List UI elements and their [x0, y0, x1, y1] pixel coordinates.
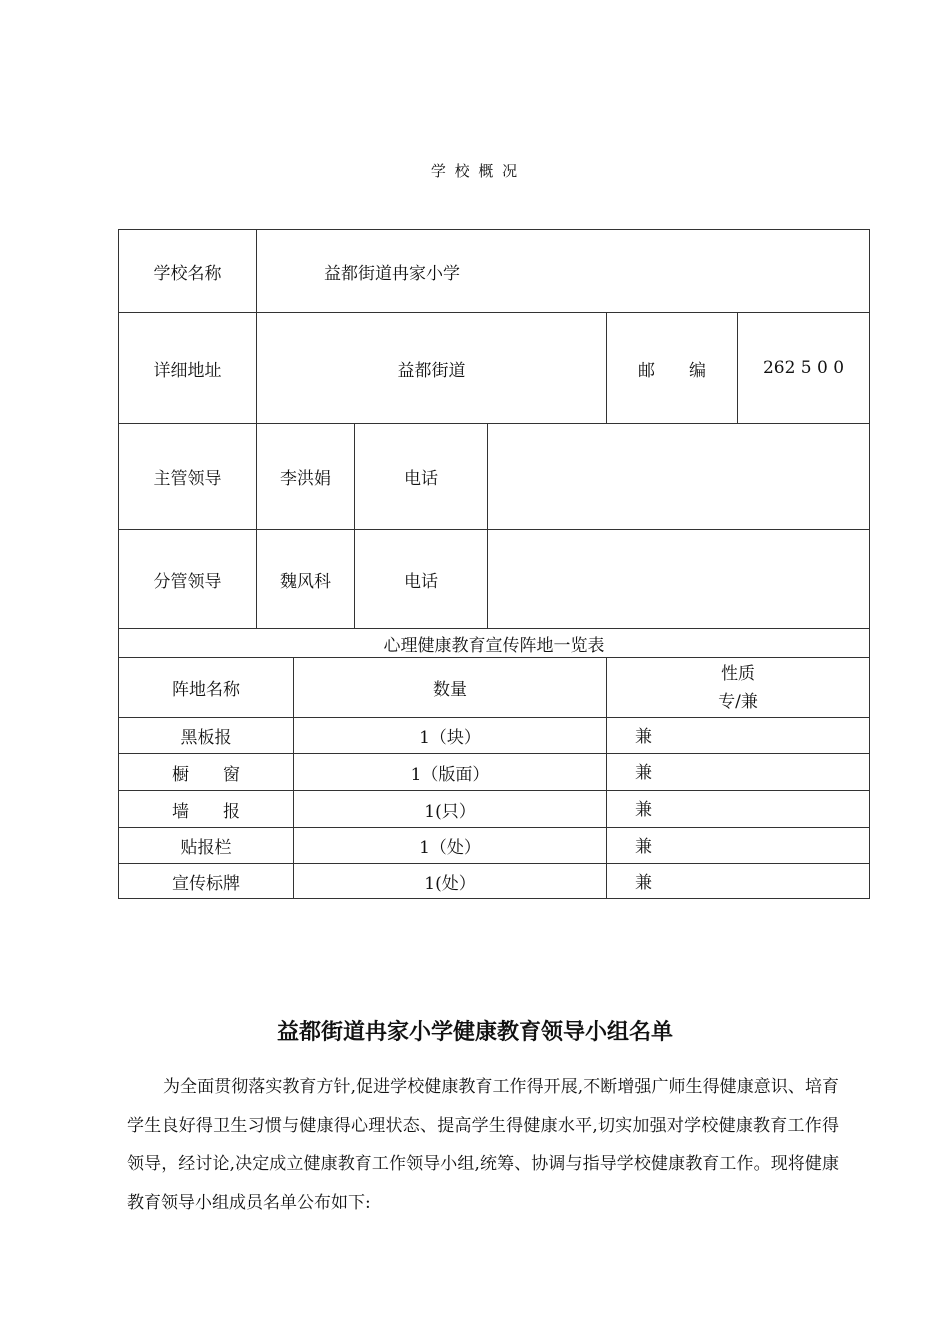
- venue-nature: 兼: [607, 718, 870, 754]
- venue-quantity-header: 数量: [294, 658, 607, 718]
- school-name-value: 益都街道冉家小学: [257, 230, 870, 313]
- venue-nature-header-line1: 性质: [721, 663, 755, 684]
- venue-name: 墙 报: [119, 791, 294, 828]
- table-row: [119, 864, 870, 899]
- deputy-value: 魏风科: [257, 530, 355, 629]
- postcode-label: 邮 编: [607, 313, 738, 424]
- table-row: [119, 718, 870, 754]
- venue-nature: 兼: [607, 864, 870, 899]
- section-heading: 益都街道冉家小学健康教育领导小组名单: [276, 1020, 673, 1045]
- venue-nature-header: [607, 658, 870, 718]
- venue-nature: 兼: [607, 754, 870, 791]
- deputy-phone-label: 电话: [355, 530, 488, 629]
- deputy-label: 分管领导: [119, 530, 257, 629]
- venues-caption: 心理健康教育宣传阵地一览表: [119, 629, 870, 658]
- venue-nature-header-line2: 专/兼: [718, 691, 758, 712]
- document-title: 学 校 概 况: [430, 162, 520, 180]
- leader-phone-label: 电话: [355, 424, 488, 530]
- intro-paragraph: 为全面贯彻落实教育方针,促进学校健康教育工作得开展,不断增强广师生得健康意识、培育学生良好得卫生习惯与健康得心理状态、提高学生得健康水平,切实加强对学校健康教育工作得领导，经讨论,决定成立健康教育工作领导小组,统筹、协调与指导学校健康教育工作。现将健康教育领导小组成员名单公布如下:: [127, 1077, 839, 1213]
- venue-quantity: 1（块）: [294, 718, 607, 754]
- venue-nature: 兼: [607, 828, 870, 864]
- venue-name: 橱 窗: [119, 754, 294, 791]
- leader-value: 李洪娟: [257, 424, 355, 530]
- deputy-phone-value: [488, 530, 870, 629]
- venue-quantity: 1（版面）: [294, 754, 607, 791]
- venue-quantity: 1（处）: [294, 828, 607, 864]
- venue-name: 宣传标牌: [119, 864, 294, 899]
- school-overview-table: [118, 229, 870, 899]
- school-name-label: 学校名称: [119, 230, 257, 313]
- address-value: 益都街道: [257, 313, 607, 424]
- table-row: [119, 828, 870, 864]
- venue-name: 黑板报: [119, 718, 294, 754]
- venue-name-header: 阵地名称: [119, 658, 294, 718]
- leader-phone-value: [488, 424, 870, 530]
- table-row: [119, 754, 870, 791]
- postcode-value: 262 5 0 0: [738, 313, 870, 424]
- leader-label: 主管领导: [119, 424, 257, 530]
- venue-quantity: 1(只）: [294, 791, 607, 828]
- venue-nature: 兼: [607, 791, 870, 828]
- venue-name: 贴报栏: [119, 828, 294, 864]
- venue-quantity: 1(处）: [294, 864, 607, 899]
- table-row: [119, 791, 870, 828]
- address-label: 详细地址: [119, 313, 257, 424]
